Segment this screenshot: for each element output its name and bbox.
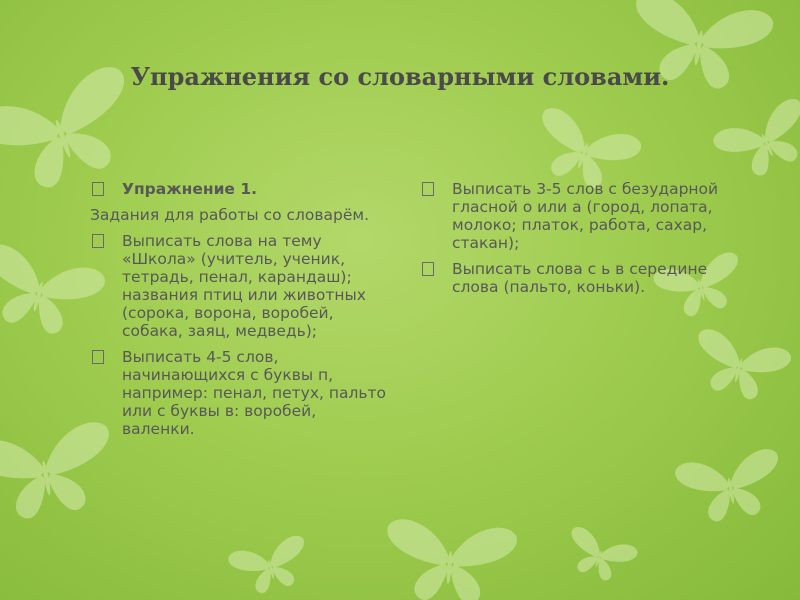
slide-title: Упражнения со словарными словами. [130,62,670,91]
right-column [420,180,720,304]
list-item-text: Выписать 4-5 слов, начинающихся с буквы п, например: пенал, петух, пальто или с буквы в: воробей, валенки. [122,348,387,438]
list-item [420,260,720,296]
exercise-heading [90,180,390,198]
checkbox-bullet-icon [92,182,104,196]
list-item-text: Выписать слова на тему «Школа» (учитель, ученик, тетрадь, пенал, карандаш); названия птиц или животных (сорока, ворона, воробей, собака, заяц, медведь); [122,232,366,340]
list-item [420,180,720,252]
left-column [90,180,390,446]
checkbox-bullet-icon [92,234,104,248]
exercise-intro: Задания для работы со словарём. [90,206,370,224]
list-item [90,232,390,340]
list-item [90,348,390,438]
exercise-heading-text: Упражнение 1. [122,180,258,198]
list-item-text: Выписать 3-5 слов с безударной гласной о или а (город, лопата, молоко; платок, работа, сахар, стакан); [452,180,719,252]
checkbox-bullet-icon [422,182,434,196]
checkbox-bullet-icon [422,262,434,276]
checkbox-bullet-icon [92,350,104,364]
list-item-text: Выписать слова с ь в середине слова (пальто, коньки). [452,260,708,296]
